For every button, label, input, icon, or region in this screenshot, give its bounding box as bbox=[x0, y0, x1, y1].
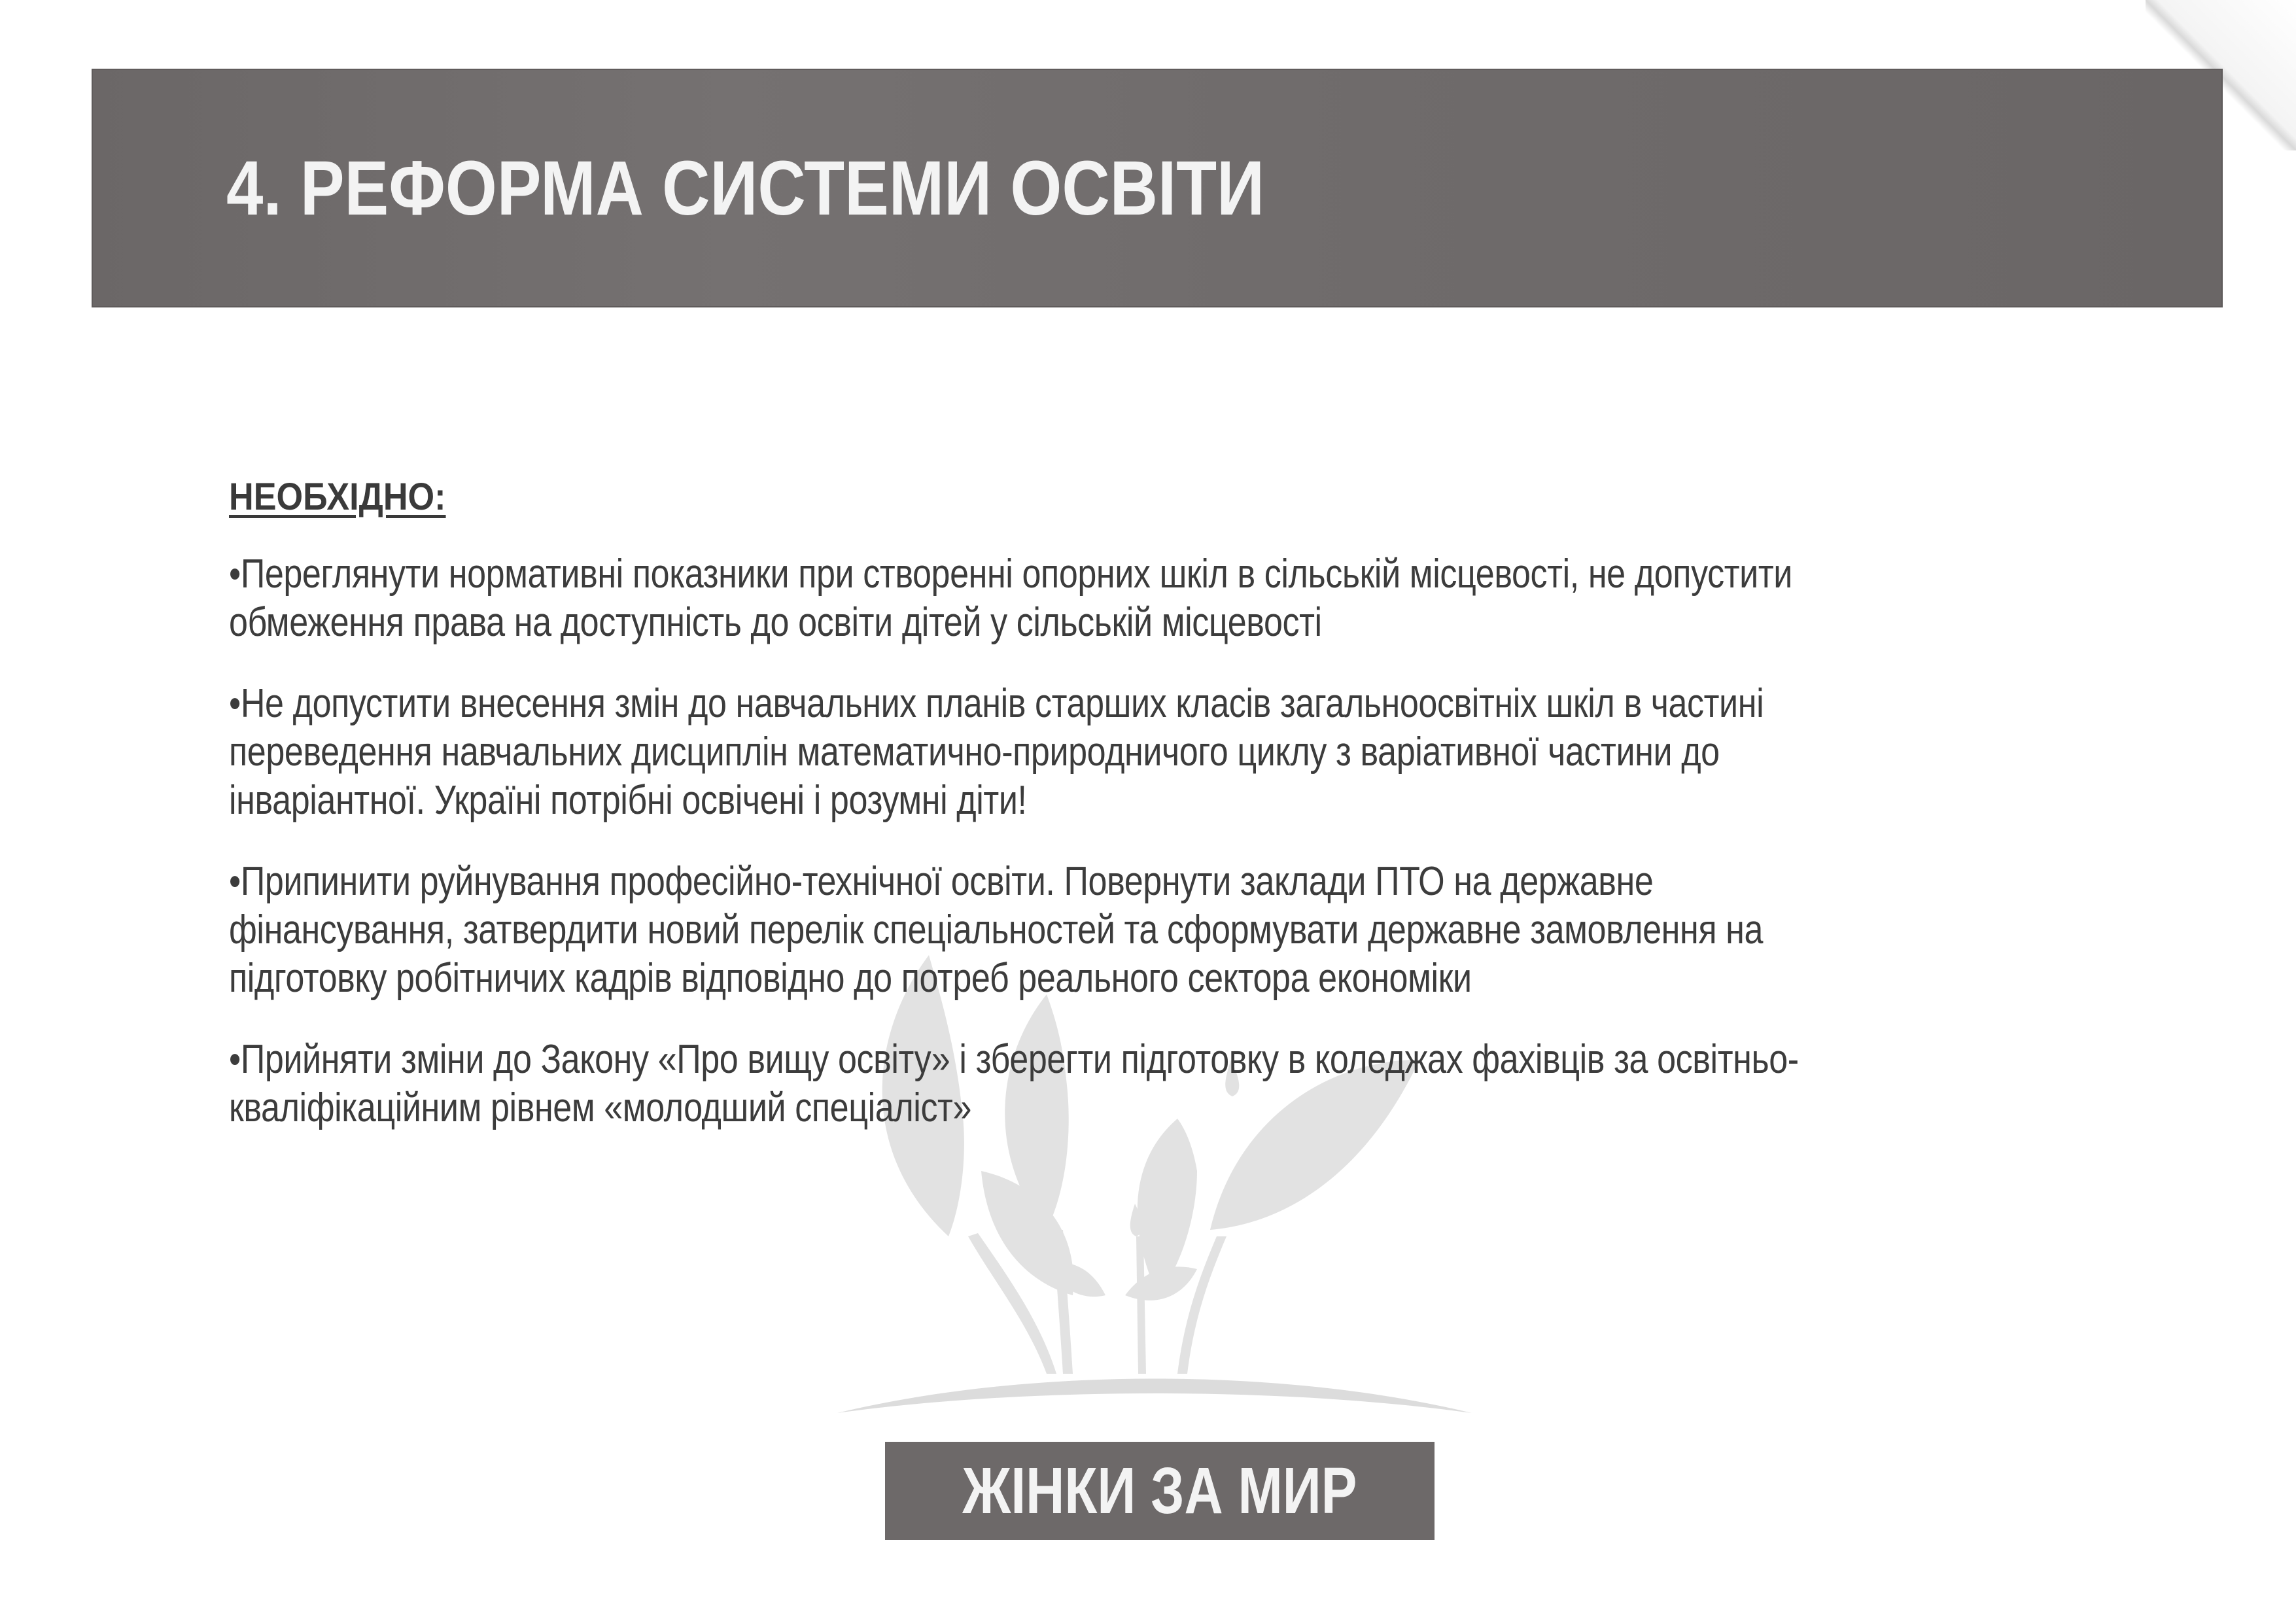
list-item-line: обмеження права на доступність до освіти дітей у сільській місцевості bbox=[229, 600, 1322, 645]
list-item bbox=[229, 1036, 2042, 1132]
list-item bbox=[229, 680, 2042, 825]
list-item-line: інваріантної. Україні потрібні освічені і розумні діти! bbox=[229, 778, 1027, 823]
list-item-line: переведення навчальних дисциплін математично-природничого циклу з варіативної частини до bbox=[229, 729, 1720, 775]
list-item-line: підготовку робітничих кадрів відповідно до потреб реального сектора економіки bbox=[229, 956, 1472, 1001]
main-content bbox=[229, 475, 2034, 1165]
list-item-line: •Не допустити внесення змін до навчальних планів старших класів загальноосвітніх шкіл в частині bbox=[229, 681, 1764, 726]
list-item-line: фінансування, затвердити новий перелік спеціальностей та сформувати державне замовлення на bbox=[229, 907, 1764, 952]
brand-badge bbox=[885, 1442, 1435, 1540]
list-item-line: кваліфікаційним рівнем «молодший спеціаліст» bbox=[229, 1085, 972, 1130]
list-item bbox=[229, 550, 2042, 647]
brand-name: ЖІНКИ ЗА МИР bbox=[962, 1454, 1357, 1527]
list-item-line: •Прийняти зміни до Закону «Про вищу освіту» і зберегти підготовку в коледжах фахівців за освітньо- bbox=[229, 1037, 1799, 1082]
header-band bbox=[92, 69, 2223, 307]
list-item bbox=[229, 858, 2042, 1003]
section-label: НЕОБХІДНО: bbox=[229, 476, 446, 518]
list-item-line: •Припинити руйнування професійно-технічної освіти. Повернути заклади ПТО на державне bbox=[229, 859, 1654, 904]
page-title: 4. РЕФОРМА СИСТЕМИ ОСВІТИ bbox=[226, 145, 1265, 232]
list-item-line: •Переглянути нормативні показники при створенні опорних шкіл в сільській місцевості, не допустити bbox=[229, 551, 1792, 597]
